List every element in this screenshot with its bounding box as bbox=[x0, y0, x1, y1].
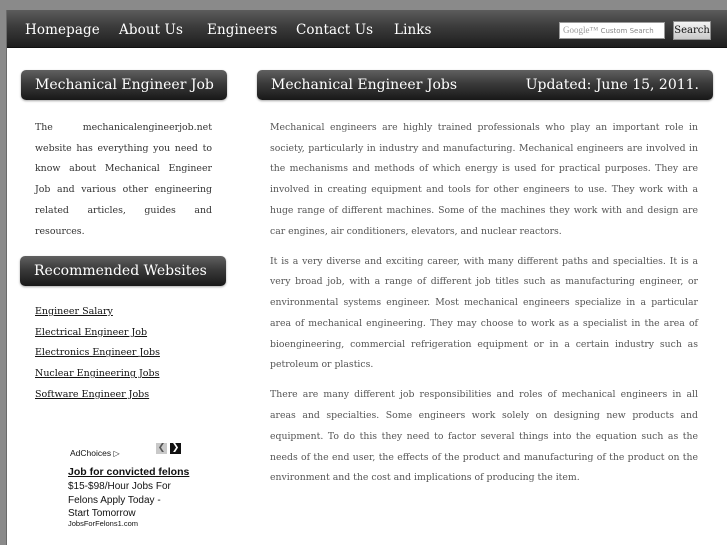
adchoices-label: AdChoices bbox=[70, 448, 112, 458]
link-software-engineer-jobs[interactable]: Software Engineer Jobs bbox=[35, 388, 150, 400]
ad-body: $15-$98/Hour Jobs For Felons Apply Today - Start Tomorrow bbox=[68, 481, 171, 519]
link-engineer-salary[interactable]: Engineer Salary bbox=[35, 306, 113, 317]
google-logo: Google™ bbox=[563, 25, 599, 35]
page-title: Mechanical Engineer Jobs bbox=[271, 77, 458, 93]
sidebar-heading: Mechanical Engineer Job bbox=[35, 77, 214, 93]
search-button[interactable]: Search bbox=[673, 21, 711, 40]
nav-about-us[interactable]: About Us bbox=[119, 22, 184, 38]
recommended-heading: Recommended Websites bbox=[34, 263, 207, 279]
link-electrical-engineer-job[interactable]: Electrical Engineer Job bbox=[35, 326, 148, 338]
ad-next-arrow-icon[interactable]: ❯ bbox=[171, 443, 180, 453]
nav-engineers[interactable]: Engineers bbox=[207, 22, 278, 38]
paragraph: Mechanical engineers are highly trained professionals who play an important role in society, particularly in industry and manufacturing. Mechanical engineers are involved in the mechanisms and methods of which energy is used for practical purposes. They are involved in creating equipment and tools for other engineers to use. They work with a huge range of different machines. Some of the machines they work with and design are car engines, air conditioners, elevators, and nuclear reactors. bbox=[270, 122, 698, 237]
link-electronics-engineer-jobs[interactable]: Electronics Engineer Jobs bbox=[35, 347, 160, 359]
sidebar-heading-bar bbox=[21, 70, 227, 100]
nav-links[interactable]: Links bbox=[394, 22, 432, 38]
search-input[interactable] bbox=[559, 22, 665, 39]
top-navigation bbox=[7, 10, 727, 48]
updated-date: Updated: June 15, 2011. bbox=[525, 77, 699, 93]
paragraph: There are many different job responsibilities and roles of mechanical engineers in all areas and specialties. Some engineers work solely on designing new products and equipment. To do this they need to factor several things into the equation such as the needs of the end user, the effects of the product and manufacturing of the product on the environment and the cost and implications of producing the item. bbox=[270, 389, 698, 484]
search-placeholder: Custom Search bbox=[600, 27, 654, 35]
paragraph: It is a very diverse and exciting career, with many different paths and specialties. It is a very broad job, with a range of different job titles such as manufacturing engineer, or environmental systems engineer. Most mechanical engineers specialize in a particular area of mechanical engineering. They may choose to work as a specialist in the area of bioengineering, commercial refrigeration equipment or in a certain industry such as petroleum or plastics. bbox=[270, 255, 698, 371]
adchoices-icon: ▷ bbox=[113, 449, 120, 458]
nav-contact-us[interactable]: Contact Us bbox=[296, 22, 374, 38]
recommended-links bbox=[35, 302, 160, 406]
main-heading-bar bbox=[257, 70, 713, 100]
main-content bbox=[270, 118, 698, 498]
ad-prev-arrow-icon[interactable]: ❮ bbox=[157, 443, 166, 453]
link-nuclear-engineering-jobs[interactable]: Nuclear Engineering Jobs bbox=[35, 368, 160, 380]
ad-title-link[interactable]: Job for convicted felons bbox=[68, 466, 190, 478]
nav-homepage[interactable]: Homepage bbox=[25, 22, 100, 38]
ad-url[interactable]: JobsForFelons1.com bbox=[68, 519, 139, 528]
sidebar-about-text: The mechanicalengineerjob.net website has everything you need to know about Mechanical Engineer Job and various other engineering related articles, guides and resources. bbox=[35, 122, 212, 237]
recommended-heading-bar bbox=[20, 256, 226, 286]
